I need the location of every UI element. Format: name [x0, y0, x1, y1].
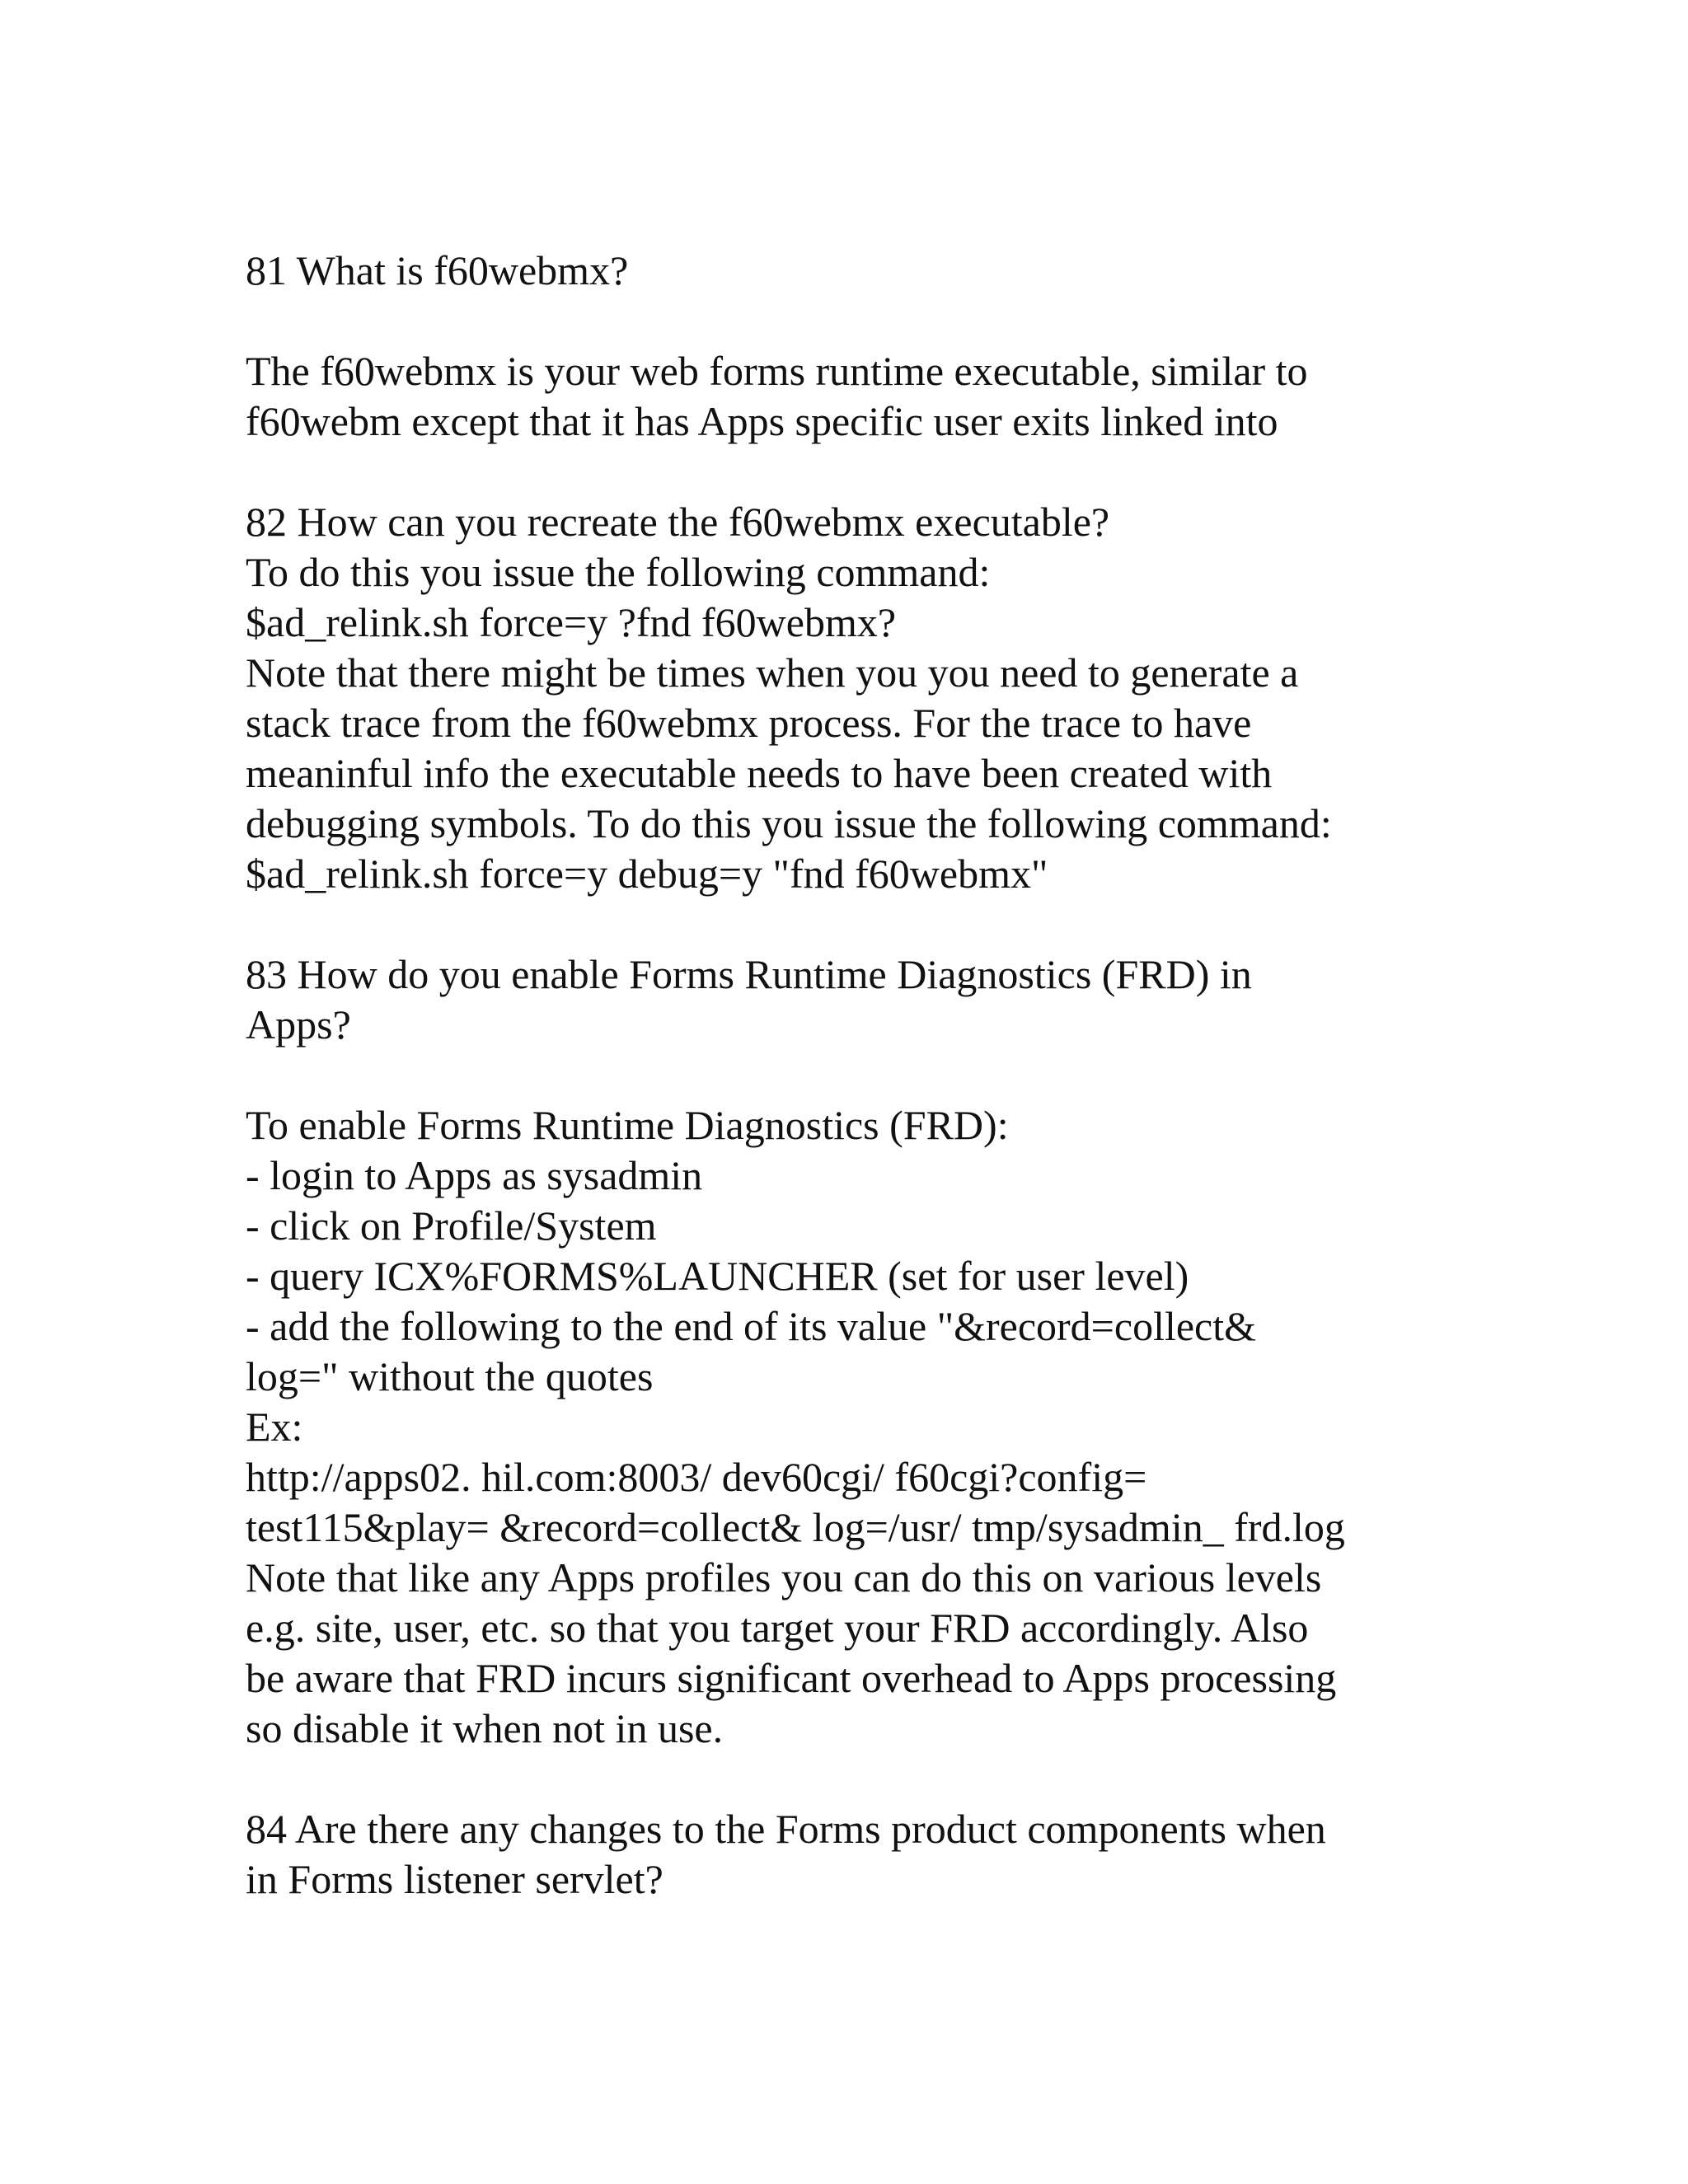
answer-82-line-6: debugging symbols. To do this you issue the following command: — [246, 800, 1332, 846]
question-83-line-1: 83 How do you enable Forms Runtime Diagnostics (FRD) in — [246, 951, 1252, 997]
answer-82-line-5: meaninful info the executable needs to have been created with — [246, 750, 1273, 796]
answer-82-line-2: $ad_relink.sh force=y ?fnd f60webmx? — [246, 599, 897, 645]
answer-83-line-5: - add the following to the end of its value "&record=collect& — [246, 1303, 1257, 1349]
answer-83-line-13: so disable it when not in use. — [246, 1705, 724, 1751]
answer-83-line-4: - query ICX%FORMS%LAUNCHER (set for user level) — [246, 1253, 1189, 1299]
answer-83-line-3: - click on Profile/System — [246, 1202, 657, 1249]
question-83-line-2: Apps? — [246, 1001, 351, 1047]
answer-83-line-1: To enable Forms Runtime Diagnostics (FRD): — [246, 1102, 1009, 1148]
answer-83-line-9: test115&play= &record=collect& log=/usr/ tmp/sysadmin_ frd.log — [246, 1504, 1345, 1550]
answer-82-line-7: $ad_relink.sh force=y debug=y "fnd f60webmx" — [246, 851, 1048, 897]
answer-81-line-2: f60webm except that it has Apps specific user exits linked into — [246, 398, 1278, 444]
question-81: 81 What is f60webmx? — [246, 247, 629, 293]
question-84-line-1: 84 Are there any changes to the Forms product components when — [246, 1806, 1326, 1852]
answer-83-line-10: Note that like any Apps profiles you can do this on various levels — [246, 1554, 1322, 1601]
answer-81-line-1: The f60webmx is your web forms runtime executable, similar to — [246, 348, 1308, 394]
answer-83-line-7: Ex: — [246, 1404, 303, 1450]
answer-82-line-4: stack trace from the f60webmx process. For the trace to have — [246, 700, 1252, 746]
answer-82-line-3: Note that there might be times when you you need to generate a — [246, 649, 1299, 696]
answer-83-line-12: be aware that FRD incurs significant overhead to Apps processing — [246, 1655, 1337, 1701]
question-82: 82 How can you recreate the f60webmx executable? — [246, 499, 1110, 545]
answer-83-line-6: log=" without the quotes — [246, 1353, 654, 1399]
answer-83-line-2: - login to Apps as sysadmin — [246, 1152, 703, 1198]
answer-82-line-1: To do this you issue the following command: — [246, 549, 991, 595]
answer-83-line-8: http://apps02. hil.com:8003/ dev60cgi/ f60cgi?config= — [246, 1454, 1147, 1500]
question-84-line-2: in Forms listener servlet? — [246, 1856, 663, 1902]
answer-83-line-11: e.g. site, user, etc. so that you target your FRD accordingly. Also — [246, 1605, 1309, 1651]
